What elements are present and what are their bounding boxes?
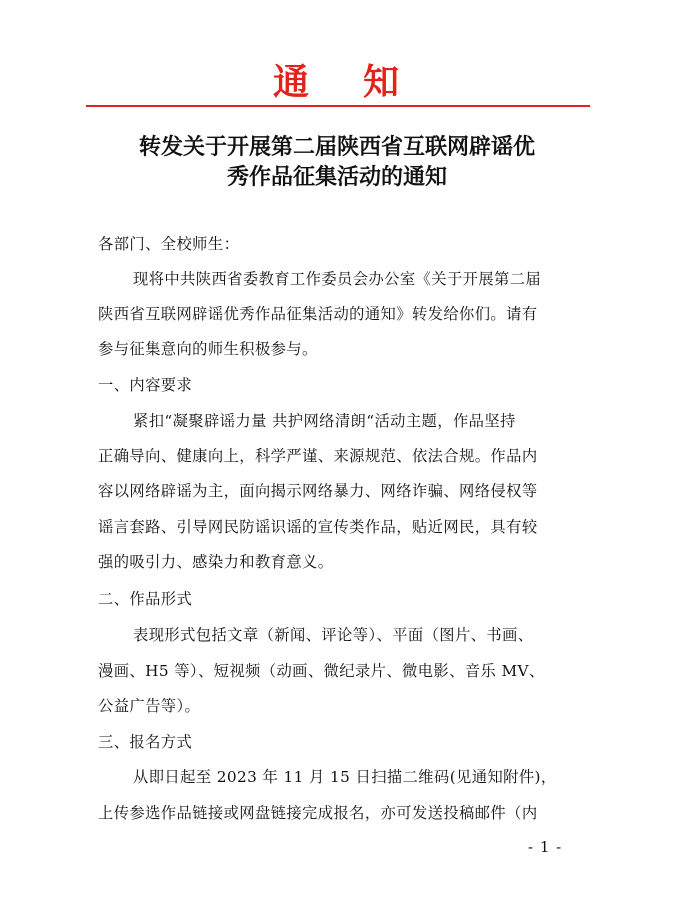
paragraph-line: 从即日起至 2023 年 11 月 15 日扫描二维码(见通知附件)，: [133, 768, 557, 786]
paragraph-line: 漫画、H5 等）、短视频（动画、微纪录片、微电影、音乐 MV、: [98, 662, 545, 680]
title-line-1: 转发关于开展第二届陕西省互联网辟谣优: [138, 134, 535, 160]
paragraph-line: 参与征集意向的师生积极参与。: [98, 340, 318, 358]
paragraph-line: 强的吸引力、感染力和教育意义。: [98, 553, 334, 571]
page-number: - 1 -: [528, 838, 563, 856]
paragraph-line: 陕西省互联网辟谣优秀作品征集活动的通知》转发给你们。请有: [98, 305, 538, 323]
section-heading: 三、报名方式: [98, 733, 193, 751]
paragraph-line: 表现形式包括文章（新闻、评论等）、平面（图片、书画、: [133, 626, 534, 644]
document-title: [60, 132, 614, 192]
paragraph-line: 谣言套路、引导网民防谣识谣的宣传类作品，贴近网民，具有较: [98, 518, 538, 536]
paragraph-line: 正确导向、健康向上，科学严谨、来源规范、依法合规。作品内: [98, 447, 538, 465]
salutation: 各部门、全校师生：: [98, 235, 240, 253]
notice-header: [0, 54, 674, 105]
paragraph-line: 现将中共陕西省委教育工作委员会办公室《关于开展第二届: [133, 270, 542, 288]
paragraph-line: 上传参选作品链接或网盘链接完成报名，亦可发送投稿邮件（内: [98, 804, 538, 822]
section-heading: 二、作品形式: [98, 590, 193, 608]
paragraph-line: 公益广告等）。: [98, 697, 201, 715]
paragraph-line: 紧扣“凝聚辟谣力量 共护网络清朗“活动主题，作品坚持: [133, 412, 516, 430]
section-heading: 一、内容要求: [98, 376, 193, 394]
header-char-2: 知: [363, 61, 402, 103]
red-divider-line: [86, 105, 590, 107]
title-line-2: 秀作品征集活动的通知: [226, 164, 447, 190]
header-char-1: 通: [272, 61, 311, 103]
paragraph-line: 容以网络辟谣为主，面向揭示网络暴力、网络诈骗、网络侵权等: [98, 482, 538, 500]
